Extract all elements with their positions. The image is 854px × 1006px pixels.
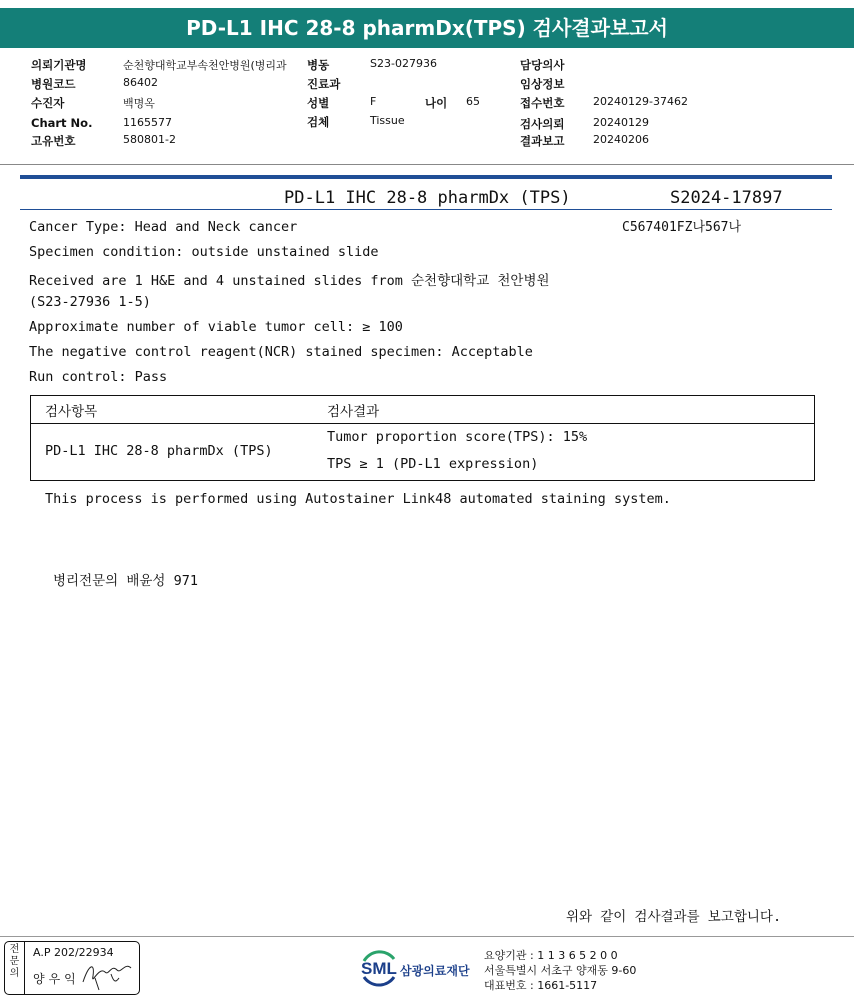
- slide-id-line: (S23-27936 1-5): [29, 294, 151, 310]
- unique-no-value: 580801-2: [123, 133, 176, 146]
- footer-address: 서울특별시 서초구 양재동 9-60: [484, 964, 637, 977]
- patient-label: 수진자: [31, 96, 65, 110]
- report-code: S2024-17897: [670, 188, 783, 208]
- sample-code: C567401FZ나567나: [622, 220, 742, 235]
- specimen-label: 검체: [307, 115, 330, 129]
- tps-interpretation-cell: TPS ≥ 1 (PD-L1 expression): [327, 456, 539, 472]
- specimen-value: Tissue: [370, 114, 405, 127]
- report-date-value: 20240206: [593, 133, 649, 146]
- clinical-info-label: 임상정보: [520, 77, 565, 91]
- ward-value: S23-027936: [370, 57, 437, 70]
- table-header-divider: [31, 423, 814, 424]
- pathologist-signature: 병리전문의 배윤성 971: [53, 573, 198, 589]
- unique-no-label: 고유번호: [31, 134, 76, 148]
- doctor-label: 담당의사: [520, 58, 565, 72]
- ward-label: 병동: [307, 58, 330, 72]
- department-label: 진료과: [307, 77, 341, 91]
- patient-value: 백명옥: [123, 97, 155, 110]
- stamp-side-char: 전: [9, 944, 20, 955]
- footer-divider: [0, 936, 854, 937]
- sex-label: 성별: [307, 96, 330, 110]
- request-date-label: 검사의뢰: [520, 117, 565, 131]
- report-title-divider: [20, 209, 832, 210]
- signature-stamp: [4, 941, 140, 995]
- age-value: 65: [466, 95, 480, 108]
- hospital-code-label: 병원코드: [31, 77, 76, 91]
- closing-statement: 위와 같이 검사결과를 보고합니다.: [566, 909, 782, 925]
- cancer-type-line: Cancer Type: Head and Neck cancer: [29, 219, 298, 235]
- handwritten-signature-icon: [75, 956, 137, 992]
- patient-info-block: [0, 54, 854, 162]
- test-item-cell: PD-L1 IHC 28-8 pharmDx (TPS): [45, 443, 273, 459]
- report-date-label: 결과보고: [520, 134, 565, 148]
- stamp-side-label: [5, 942, 25, 994]
- column-header-item: 검사항목: [45, 404, 98, 420]
- run-control-line: Run control: Pass: [29, 369, 168, 385]
- chart-no-value: 1165577: [123, 116, 172, 129]
- report-title: PD-L1 IHC 28-8 pharmDx (TPS): [284, 188, 571, 208]
- specimen-condition-line: Specimen condition: outside unstained slide: [29, 244, 379, 260]
- hospital-code-value: 86402: [123, 76, 158, 89]
- ncr-line: The negative control reagent(NCR) stained specimen: Acceptable: [29, 344, 533, 360]
- footer-contact-info: [484, 948, 636, 993]
- receipt-no-value: 20240129-37462: [593, 95, 688, 108]
- column-header-result: 검사결과: [327, 404, 380, 420]
- hospital-label: 의뢰기관명: [31, 58, 87, 72]
- signer-name: 양우익: [33, 972, 80, 986]
- viable-tumor-line: Approximate number of viable tumor cell: ≥ 100: [29, 319, 403, 335]
- sml-logo: [358, 947, 476, 991]
- sex-value: F: [370, 95, 377, 108]
- chart-no-label: Chart No.: [31, 116, 93, 130]
- result-table: [30, 395, 815, 481]
- logo-name: 삼광의료재단: [400, 964, 470, 978]
- process-note: This process is performed using Autostainer Link48 automated staining system.: [45, 491, 671, 507]
- age-label: 나이: [425, 96, 448, 110]
- request-date-value: 20240129: [593, 116, 649, 129]
- footer-phone: 대표번호 : 1661-5117: [484, 979, 598, 992]
- logo-text: SML: [361, 959, 397, 978]
- received-slides-line: Received are 1 H&E and 4 unstained slides from 순천향대학교 천안병원: [29, 273, 550, 289]
- ap-number: A.P 202/22934: [33, 946, 114, 959]
- report-header-title: PD-L1 IHC 28-8 pharmDx(TPS) 검사결과보고서: [0, 8, 854, 48]
- report-top-divider: [20, 175, 832, 179]
- institution-code: 요양기관 : 1 1 3 6 5 2 0 0: [484, 949, 618, 962]
- stamp-side-char: 의: [9, 968, 20, 979]
- info-divider: [0, 164, 854, 165]
- hospital-value: 순천향대학교부속천안병원(병리과: [123, 59, 287, 72]
- stamp-side-char: 문: [9, 956, 20, 967]
- tps-score-cell: Tumor proportion score(TPS): 15%: [327, 429, 588, 445]
- receipt-no-label: 접수번호: [520, 96, 565, 110]
